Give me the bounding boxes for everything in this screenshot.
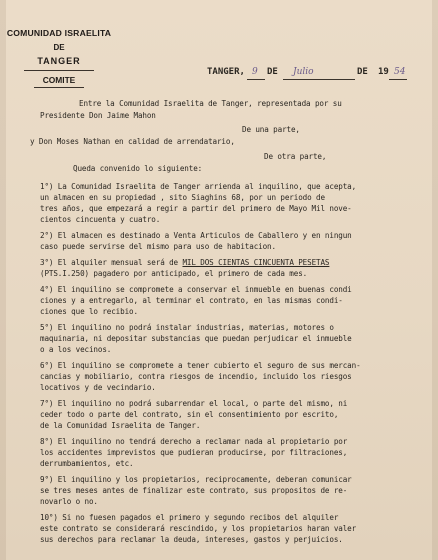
clause-5-line-3: o a los vecinos. [40, 345, 112, 354]
clause-9-line-1: 9°) El inquilino y los propietarios, reciprocamente, deberan comunicar [40, 475, 352, 484]
date-city: TANGER, [207, 67, 245, 77]
date-de-1: DE [267, 67, 278, 77]
clause-3-amount: MIL DOS CIENTAS CINCUENTA PESETAS [182, 258, 330, 267]
clause-4-line-1: 4°) El inquilino se compromete a conservar el inmueble en buenas condi [40, 285, 352, 294]
letterhead-city: TANGER [37, 56, 81, 66]
clause-2-line-2: caso puede servirse del mismo para uso de habitacion. [40, 242, 276, 251]
clause-8-line-3: derrumbamientos, etc. [40, 459, 134, 468]
clause-10-line-3: sus derechos para reclamar la deuda, intereses, gastos y perjuicios. [40, 535, 343, 544]
date-day-underline [247, 79, 265, 80]
clause-5-line-1: 5°) El inquilino no podrá instalar industrias, materias, motores o [40, 323, 334, 332]
intro-line-6: Queda convenido lo siguiente: [73, 164, 203, 173]
clause-6-line-1: 6°) El inquilino se compromete a tener cubierto el seguro de sus mercan- [40, 361, 361, 370]
clause-10-line-2: este contrato se considerará rescindido, y los propietarios haran valer [40, 524, 357, 533]
clause-1-line-1: 1°) La Comunidad Israelita de Tanger arrienda al inquilino, que acepta, [40, 182, 357, 191]
clause-7-line-1: 7°) El inquilino no podrá subarrendar el local, o parte del mismo, ni [40, 399, 348, 408]
clause-3-text: 3°) El alquiler mensual será de [40, 258, 183, 267]
intro-line-1: Entre la Comunidad Israelita de Tanger, representada por su [79, 99, 342, 108]
clause-3-line-1 [40, 258, 329, 268]
intro-line-2: Presidente Don Jaime Mahon [40, 111, 156, 120]
date-year-prefix: 19 [378, 67, 389, 77]
clause-6-line-2: cancias y mobiliario, contra riesgos de incendio, incluido los riesgos [40, 372, 352, 381]
date-de-2: DE [357, 67, 368, 77]
date-day: 9 [252, 67, 258, 77]
clause-1-line-4: cientos cincuenta y cuatro. [40, 215, 161, 224]
clause-3-line-2: (PTS.I.250) pagadero por anticipado, el primero de cada mes. [40, 269, 308, 278]
clause-9-line-3: novarlo o no. [40, 497, 98, 506]
letterhead-rule-2 [34, 87, 84, 88]
clause-7-line-2: ceder todo o parte del contrato, sin el consentimiento por escrito, [40, 410, 339, 419]
clause-1-line-3: tres años, que empezará a regir a partir del primero de Mayo Mil nove- [40, 204, 352, 213]
clause-8-line-2: los accidentes imprevistos que pudieran producirse, por filtraciones, [40, 448, 348, 457]
letterhead-rule [24, 70, 94, 71]
clause-8-line-1: 8°) El inquilino no tendrá derecho a reclamar nada al propietario por [40, 437, 348, 446]
clause-9-line-2: se tres meses antes de finalizar este contrato, sus propositos de re- [40, 486, 348, 495]
date-year-suffix: 54 [394, 67, 406, 77]
letterhead-committee: COMITE [42, 75, 76, 85]
date-month: Julio [293, 67, 314, 77]
intro-line-4: y Don Moses Nathan en calidad de arrendatario, [30, 137, 235, 146]
clause-4-line-3: ciones que lo recibio. [40, 307, 138, 316]
clause-7-line-3: de la Comunidad Israelita de Tanger. [40, 421, 201, 430]
letterhead-org-name: COMUNIDAD ISRAELITA [6, 28, 112, 38]
intro-line-3: De una parte, [242, 125, 300, 134]
page-edge-right [432, 0, 438, 560]
intro-line-5: De otra parte, [264, 152, 327, 161]
clause-10-line-1: 10°) Si no fuesen pagados el primero y segundo recibos del alquiler [40, 513, 339, 522]
date-month-underline [283, 79, 355, 80]
date-year-underline [389, 79, 407, 80]
clause-1-line-2: un almacen en su propiedad , sito Siaghins 68, por un periodo de [40, 193, 325, 202]
clause-5-line-2: maquinaria, ni depositar substancias que puedan perjudicar el inmueble [40, 334, 352, 343]
clause-4-line-2: ciones y a entregarlo, al terminar el contrato, en las mismas condi- [40, 296, 343, 305]
letterhead-de: DE [53, 43, 65, 52]
clause-6-line-3: locativos y de vecindario. [40, 383, 156, 392]
clause-2-line-1: 2°) El almacen es destinado a Venta Articulos de Caballero y en ningun [40, 231, 352, 240]
letterhead [0, 28, 118, 88]
